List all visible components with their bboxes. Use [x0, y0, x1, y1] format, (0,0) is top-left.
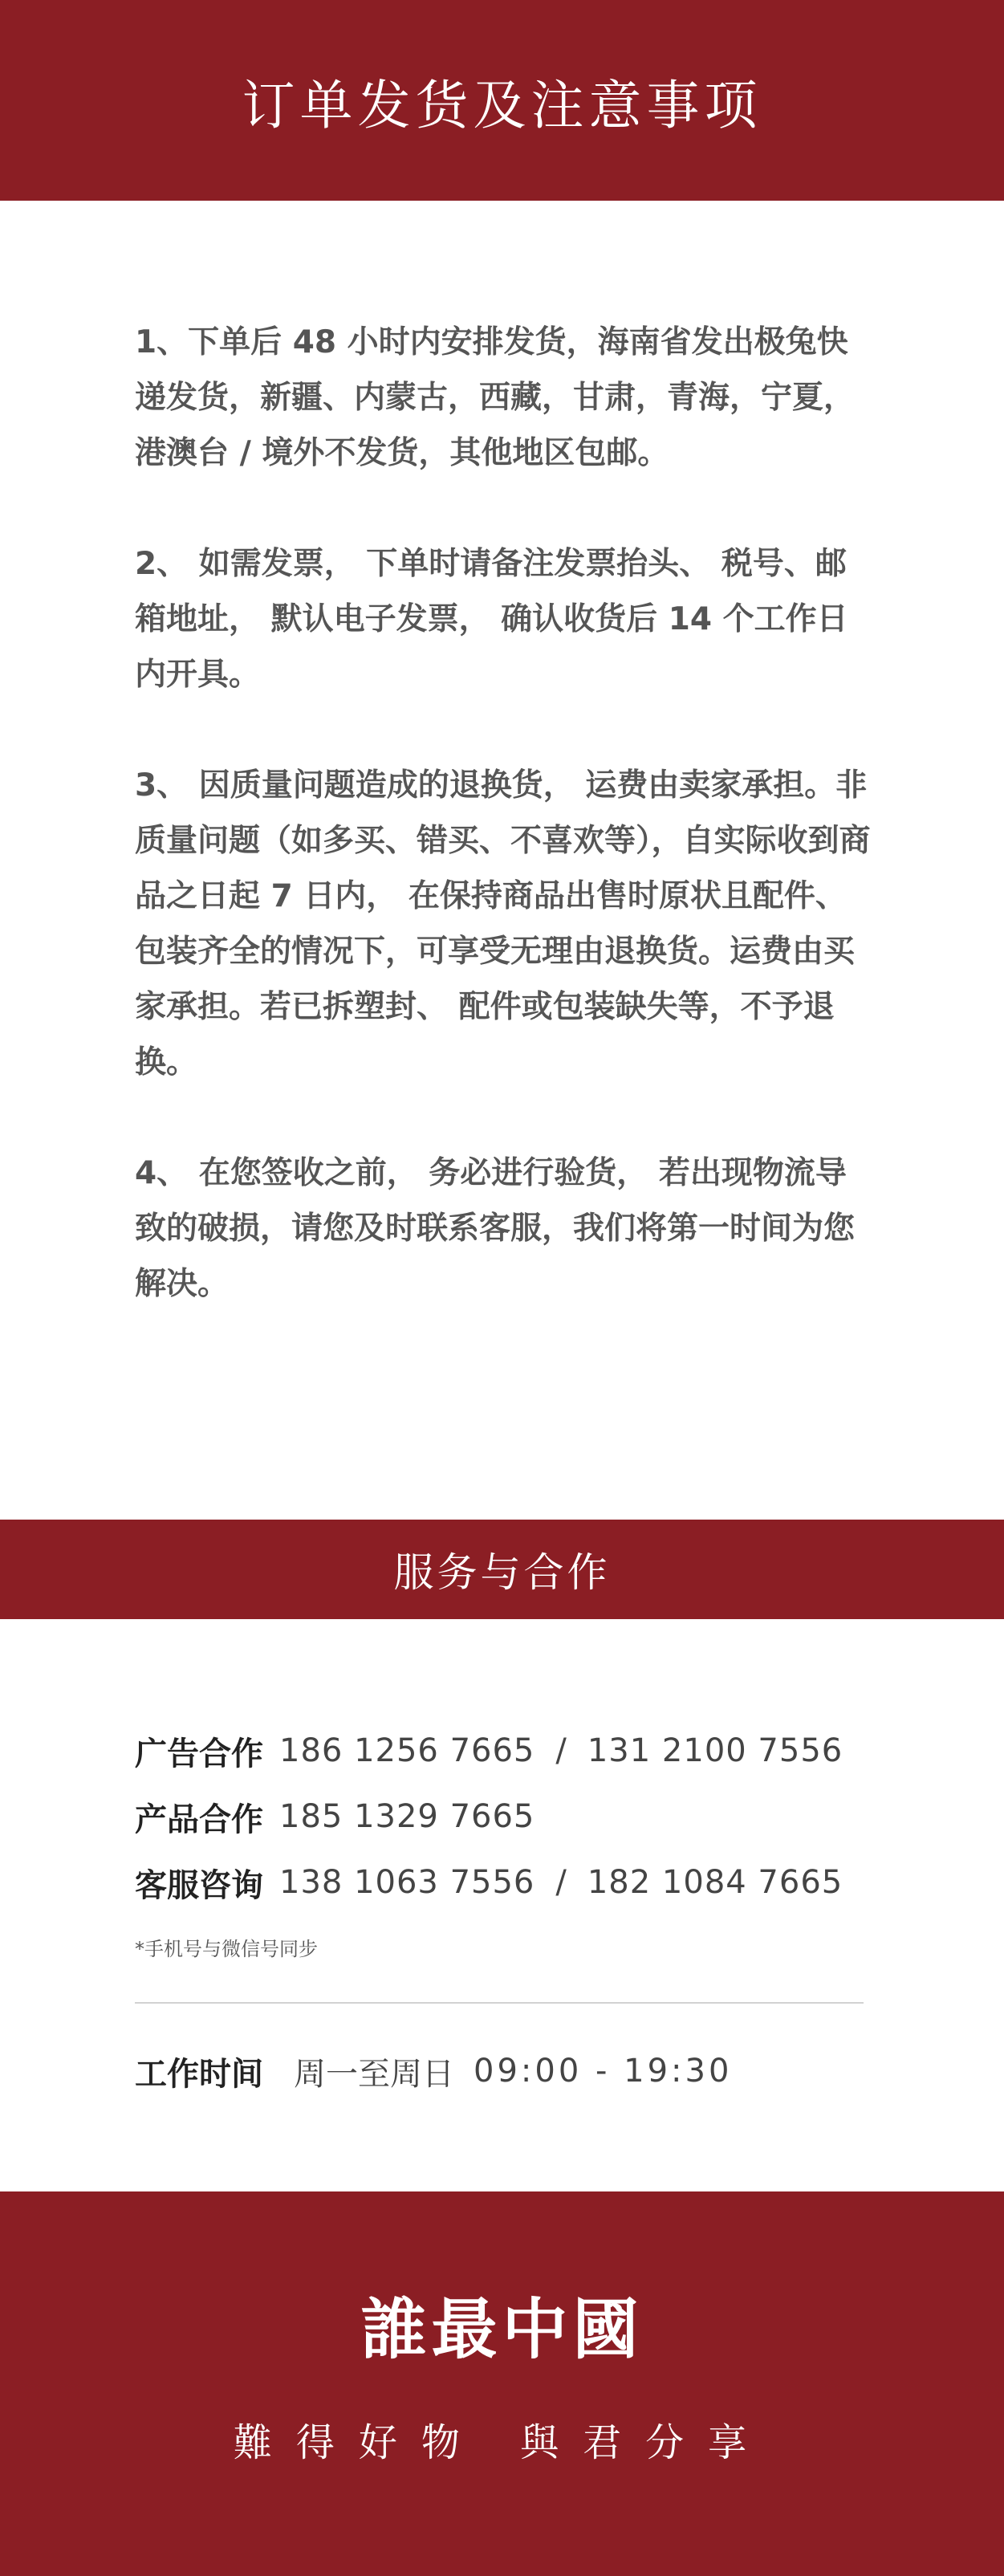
page-title: 订单发货及注意事项 [242, 74, 762, 136]
phone-number[interactable]: 182 1084 7665 [587, 1864, 843, 1901]
service-title: 服务与合作 [393, 1549, 611, 1596]
working-hours [135, 2043, 732, 2099]
notice-item-4: 4、 在您签收之前， 务必进行验货， 若出现物流导致的破损，请您及时联系客服，我们将第一时间为您解决。 [135, 1155, 856, 1302]
brand-slogan: 難得好物 與君分享 [233, 2419, 771, 2465]
contact-row-product [135, 1784, 873, 1850]
notice-list [135, 315, 873, 1367]
hours-label: 工作时间 [135, 2055, 263, 2093]
contact-row-support [135, 1850, 873, 1915]
notice-item-1: 1、下单后 48 小时内安排发货，海南省发出极兔快递发货，新疆、内蒙古，西藏，甘肃，青海，宁夏，港澳台 / 境外不发货，其他地区包邮。 [135, 324, 856, 471]
brand-logo-text: 誰最中國 [360, 2290, 644, 2368]
notice-item-3: 3、 因质量问题造成的退换货， 运费由卖家承担。非质量问题（如多买、错买、不喜欢等），自实际收到商品之日起 7 日内， 在保持商品出售时原状且配件、包装齐全的情况下，可享受无理由退换货。运费由买家承担。若已拆塑封、 配件或包装缺失等，不予退换。 [135, 767, 871, 1080]
contact-label: 产品合作 [135, 1801, 263, 1838]
phone-number[interactable]: 185 1329 7665 [279, 1798, 535, 1835]
contact-row-ads [135, 1718, 873, 1784]
number-separator: / [555, 1732, 567, 1769]
phone-number[interactable]: 138 1063 7556 [279, 1864, 535, 1901]
number-separator: / [555, 1864, 567, 1901]
service-banner [0, 1520, 1004, 1619]
contact-list [135, 1718, 873, 1961]
contact-label: 广告合作 [135, 1735, 263, 1772]
phone-number[interactable]: 131 2100 7556 [587, 1732, 843, 1769]
hours-time: 09:00 - 19:30 [474, 2053, 733, 2090]
divider [135, 2002, 864, 2004]
phone-number[interactable]: 186 1256 7665 [279, 1732, 535, 1769]
header-banner [0, 0, 1004, 201]
contact-label: 客服咨询 [135, 1866, 263, 1904]
footer-banner [0, 2191, 1004, 2576]
notice-item-2: 2、 如需发票， 下单时请备注发票抬头、 税号、邮箱地址， 默认电子发票， 确认收货后 14 个工作日内开具。 [135, 546, 848, 693]
hours-days: 周一至周日 [294, 2055, 454, 2093]
contact-note: *手机号与微信号同步 [135, 1938, 318, 1960]
